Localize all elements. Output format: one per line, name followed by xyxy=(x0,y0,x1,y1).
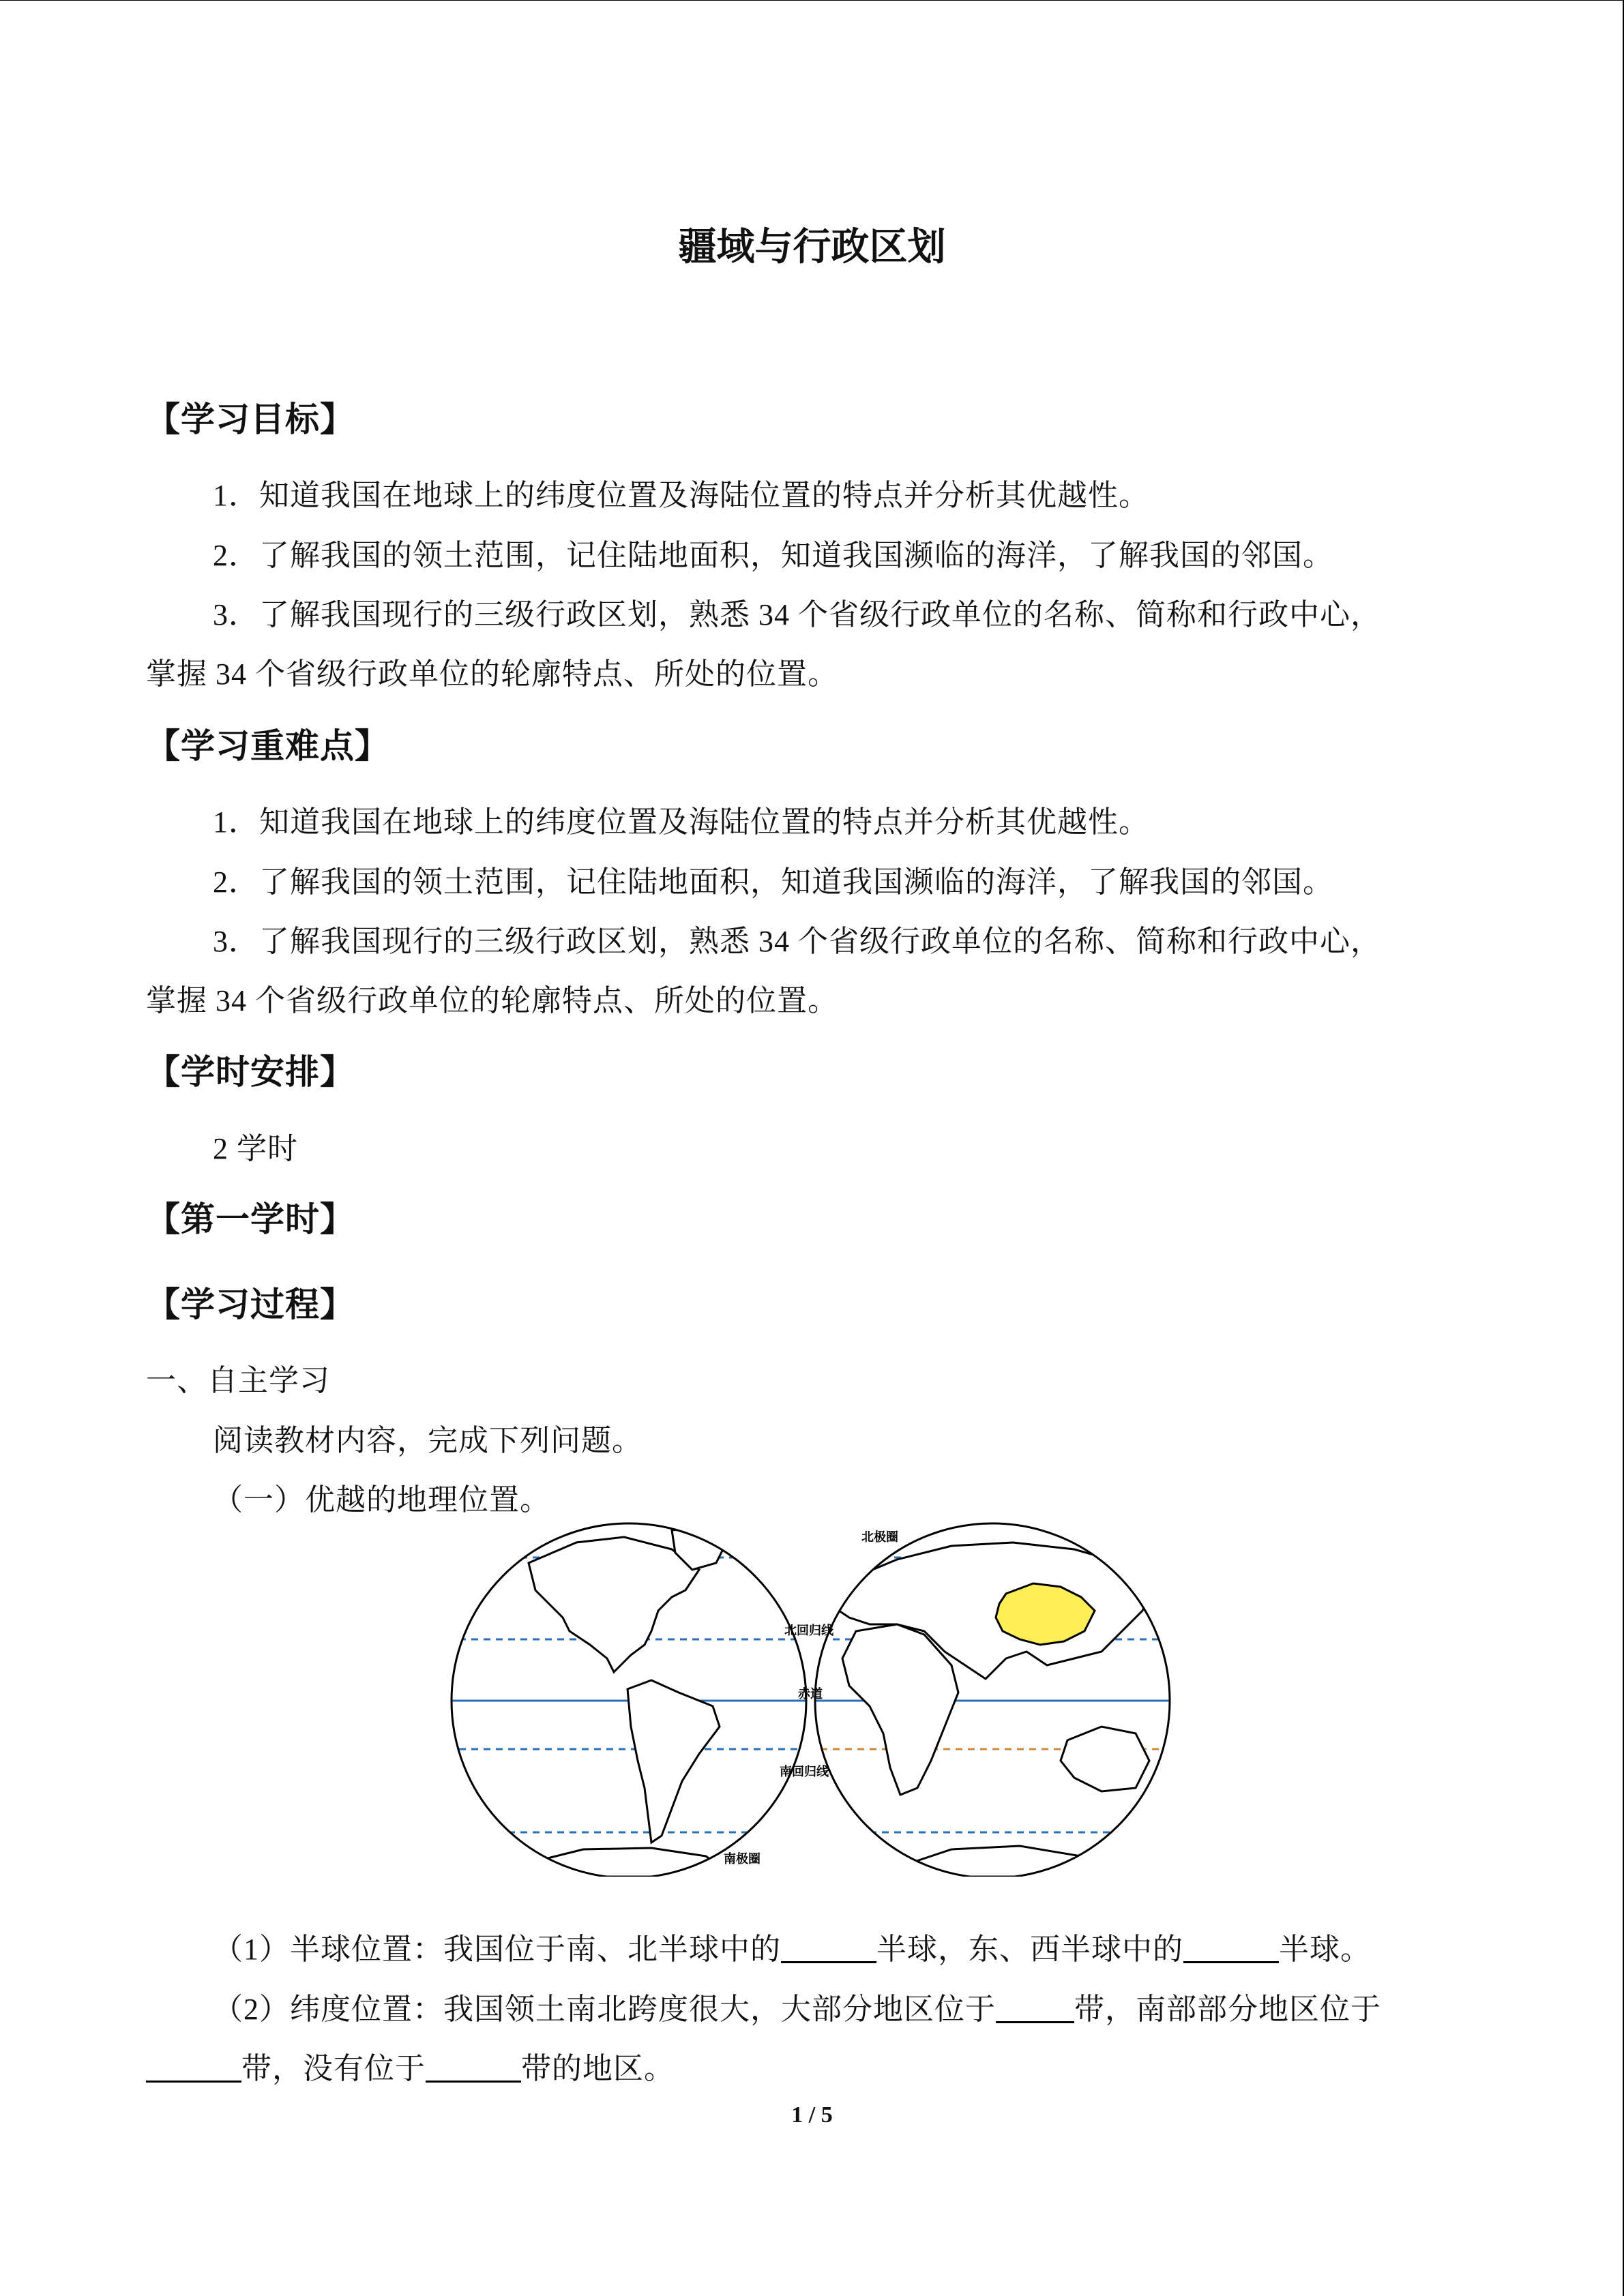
australia-shape xyxy=(1061,1727,1149,1791)
subsection-title: （一）优越的地理位置。 xyxy=(213,1483,550,1517)
label-north-pole-circle: 北极圈 xyxy=(861,1530,898,1545)
q2-blank-3[interactable] xyxy=(426,2051,521,2083)
keypoint-1: 1．知道我国在地球上的纬度位置及海陆位置的特点并分析其优越性。 xyxy=(213,805,1149,839)
keypoint-3: 3．了解我国现行的三级行政区划，熟悉 34 个省级行政单位的名称、简称和行政中心， xyxy=(213,925,1381,958)
q1-blank-1[interactable] xyxy=(781,1931,876,1963)
q2-blank-2[interactable] xyxy=(146,2051,241,2083)
q1-text-a: （1）半球位置：我国位于南、北半球中的 xyxy=(213,1933,781,1966)
keypoint-2: 2．了解我国的领土范围，记住陆地面积，知道我国濒临的海洋，了解我国的邻国。 xyxy=(213,865,1333,899)
instruction-text: 阅读教材内容，完成下列问题。 xyxy=(213,1424,643,1457)
heading-first-lesson: 【第一学时】 xyxy=(146,1199,355,1239)
q2-blank-1[interactable] xyxy=(996,1991,1074,2023)
q1-text-c: 半球。 xyxy=(1279,1933,1371,1966)
keypoint-3-cont: 掌握 34 个省级行政单位的轮廓特点、所处的位置。 xyxy=(146,984,838,1017)
goal-3-cont: 掌握 34 个省级行政单位的轮廓特点、所处的位置。 xyxy=(146,657,838,691)
africa-shape xyxy=(842,1624,958,1795)
q2-text-d: 带的地区。 xyxy=(521,2052,675,2085)
q2-text-c: 带，没有位于 xyxy=(241,2052,426,2085)
label-tropic-capricorn: 南回归线 xyxy=(780,1765,829,1779)
heading-goals: 【学习目标】 xyxy=(146,400,355,439)
eastern-hemisphere xyxy=(808,1542,1183,1877)
south-america-shape xyxy=(628,1680,720,1843)
label-south-pole-circle: 南极圈 xyxy=(724,1852,761,1866)
page-number: 1 / 5 xyxy=(791,2102,833,2128)
north-america-shape xyxy=(529,1537,699,1672)
question-1 xyxy=(213,1929,1371,1970)
label-tropic-cancer: 北回归线 xyxy=(784,1624,833,1638)
question-2 xyxy=(213,1989,1381,2030)
heading-process: 【学习过程】 xyxy=(146,1285,355,1324)
goal-1: 1．知道我国在地球上的纬度位置及海陆位置的特点并分析其优越性。 xyxy=(213,479,1149,512)
goal-2: 2．了解我国的领土范围，记住陆地面积，知道我国濒临的海洋，了解我国的邻国。 xyxy=(213,539,1333,572)
heading-schedule: 【学时安排】 xyxy=(146,1052,355,1092)
label-equator: 赤道 xyxy=(798,1687,823,1701)
question-2-cont xyxy=(146,2048,675,2089)
antarctica-east-shape xyxy=(870,1846,1115,1877)
self-study-heading: 一、自主学习 xyxy=(146,1364,330,1397)
document-title: 疆域与行政区划 xyxy=(678,225,946,269)
q1-text-b: 半球，东、西半球中的 xyxy=(876,1933,1183,1966)
hemisphere-map xyxy=(447,1522,1183,1877)
page-top-border xyxy=(0,0,1623,1)
q2-text-b: 带，南部部分地区位于 xyxy=(1074,1993,1381,2026)
q2-text-a: （2）纬度位置：我国领土南北跨度很大，大部分地区位于 xyxy=(213,1993,996,2026)
schedule-text: 2 学时 xyxy=(213,1132,298,1165)
goal-3: 3．了解我国现行的三级行政区划，熟悉 34 个省级行政单位的名称、简称和行政中心， xyxy=(213,598,1381,631)
q1-blank-2[interactable] xyxy=(1183,1931,1279,1963)
heading-keypoints: 【学习重难点】 xyxy=(146,726,389,766)
